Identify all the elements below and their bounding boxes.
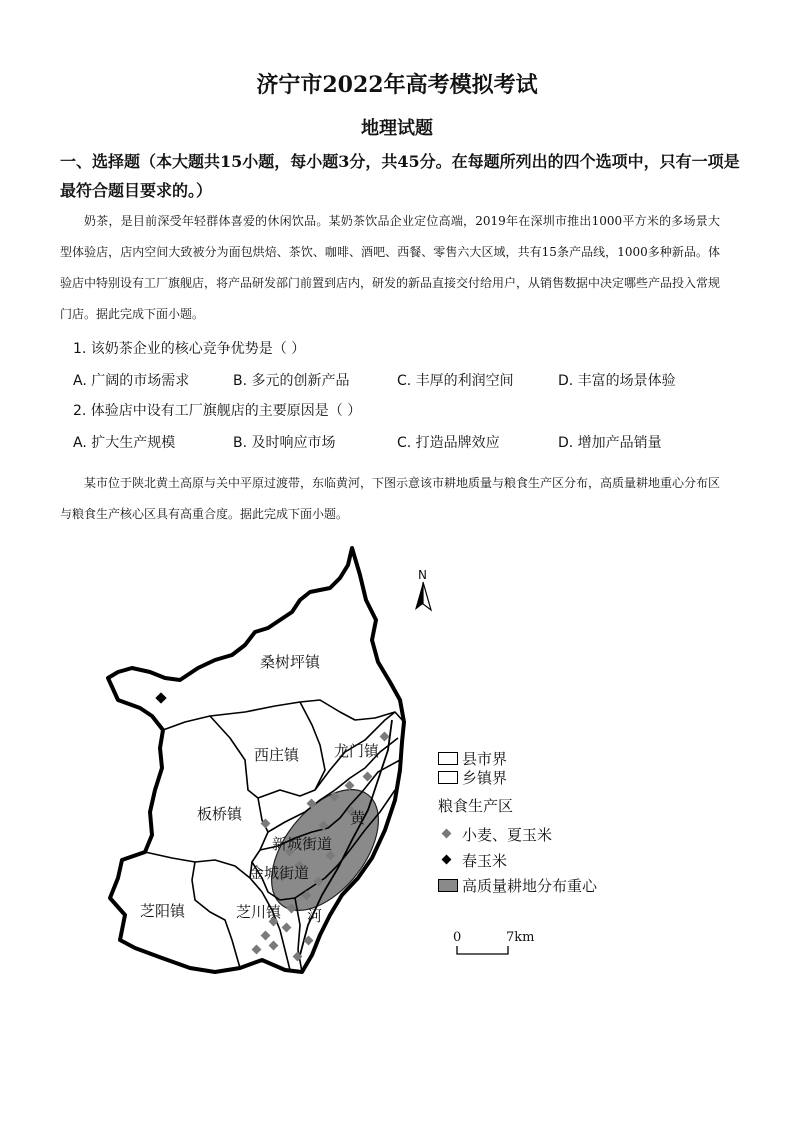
legend-grain-title: 粮食生产区 [438, 797, 514, 815]
town-label-xizhuang: 西庄镇 [254, 746, 300, 764]
legend-wheat-marker [442, 829, 452, 839]
legend-spring-corn: 春玉米 [462, 852, 508, 870]
question-2-option-c: C. 打造品牌效应 [397, 435, 500, 451]
north-arrow-icon [412, 580, 434, 614]
question-2-option-a: A. 扩大生产规模 [73, 435, 176, 451]
town-label-zhiyang: 芝阳镇 [140, 902, 186, 920]
legend-high-quality-swatch [438, 879, 458, 892]
passage-2: 某市位于陕北黄土高原与关中平原过渡带，东临黄河，下图示意该市耕地质量与粮食生产区分布，高质量耕地重心分布区与粮食生产核心区具有高重合度。据此完成下面小题。 [60, 476, 721, 521]
north-label: N [418, 568, 427, 582]
county-map [100, 540, 420, 990]
spring-corn-point [155, 692, 166, 703]
scale-zero: 0 [453, 930, 462, 945]
question-1-option-b: B. 多元的创新产品 [233, 373, 350, 389]
question-1-option-a: A. 广阔的市场需求 [73, 373, 190, 389]
scale-bar [455, 944, 511, 958]
town-label-sangshuping: 桑树坪镇 [260, 653, 321, 671]
question-1-option-d: D. 丰富的场景体验 [558, 373, 676, 389]
town-label-longmen: 龙门镇 [334, 742, 380, 760]
river-label-huang: 黄 [350, 809, 366, 827]
legend-county-border-swatch [438, 752, 458, 765]
question-2-option-d: D. 增加产品销量 [558, 435, 662, 451]
legend-town-border-swatch [438, 771, 458, 784]
legend-spring-corn-marker [442, 855, 452, 865]
legend-town-border: 乡镇界 [462, 769, 508, 787]
legend-wheat: 小麦、夏玉米 [462, 826, 553, 844]
section-heading: 一、选择题（本大题共15小题，每小题3分，共45分。在每题所列出的四个选项中，只有一项是最符合题目要求的。） [60, 152, 740, 200]
exam-subtitle: 地理试题 [361, 118, 433, 139]
legend-county-border: 县市界 [462, 750, 508, 768]
exam-title: 济宁市2022年高考模拟考试 [256, 72, 538, 98]
question-1-option-c: C. 丰厚的利润空间 [397, 373, 514, 389]
scale-distance: 7km [506, 930, 535, 945]
legend-high-quality: 高质量耕地分布重心 [462, 877, 598, 895]
river-label-he: 河 [307, 907, 323, 925]
question-2-stem: 2. 体验店中设有工厂旗舰店的主要原因是（ ） [73, 403, 362, 419]
question-1-stem: 1. 该奶茶企业的核心竞争优势是（ ） [73, 341, 306, 357]
town-label-xincheng: 新城街道 [272, 835, 333, 853]
town-label-jincheng: 金城街道 [249, 864, 310, 882]
passage-1: 奶茶，是目前深受年轻群体喜爱的休闲饮品。某奶茶饮品企业定位高端，2019年在深圳市推出1000平方米的多场景大型体验店，店内空间大致被分为面包烘焙、茶饮、咖啡、酒吧、西餐、零售六大区域，共有15条产品线，1000多种新品。体验店中特别设有工厂旗舰店，将产品研发部门前置到店内，研发的新品直接交付给用户，从销售数据中决定哪些产品投入常规门店。据此完成下面小题。 [60, 214, 721, 321]
town-label-zhichuan: 芝川镇 [236, 903, 282, 921]
question-2-option-b: B. 及时响应市场 [233, 435, 336, 451]
town-label-banqiao: 板桥镇 [197, 805, 243, 823]
